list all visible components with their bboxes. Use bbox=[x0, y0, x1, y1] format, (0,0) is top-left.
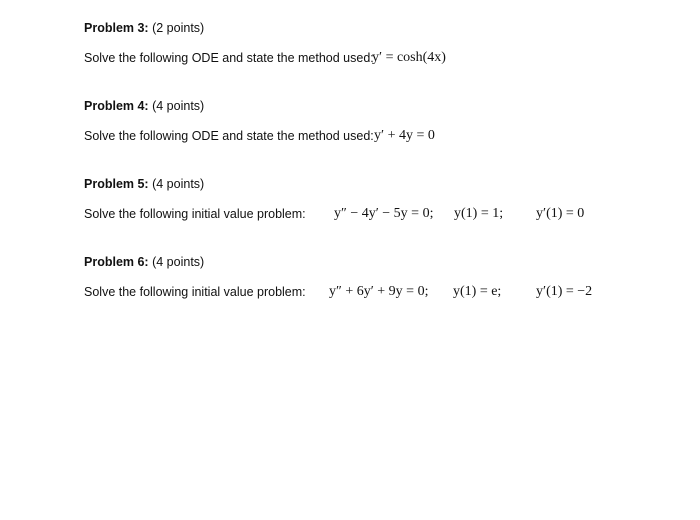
problem-4-body bbox=[84, 127, 644, 145]
problem-6-points: (4 points) bbox=[152, 255, 205, 269]
problem-5 bbox=[84, 176, 644, 223]
problem-6-prompt: Solve the following initial value problem: bbox=[84, 285, 306, 299]
problem-6-number: Problem 6: bbox=[84, 255, 149, 269]
problem-5-number: Problem 5: bbox=[84, 177, 149, 191]
problem-5-heading bbox=[84, 176, 644, 192]
problem-3 bbox=[84, 20, 644, 67]
problem-6-initial-condition-2: y′(1) = −2 bbox=[536, 284, 593, 299]
problem-4 bbox=[84, 98, 644, 145]
problem-4-heading bbox=[84, 98, 644, 114]
problem-3-points: (2 points) bbox=[152, 21, 205, 35]
problem-6-heading bbox=[84, 254, 644, 270]
problem-4-number: Problem 4: bbox=[84, 99, 149, 113]
problem-5-initial-condition-1: y(1) = 1; bbox=[454, 206, 504, 221]
problem-5-body bbox=[84, 205, 644, 223]
problem-6 bbox=[84, 254, 644, 301]
problem-6-initial-condition-1: y(1) = e; bbox=[453, 284, 502, 299]
problem-4-equation: y′ + 4y = 0 bbox=[374, 128, 435, 143]
problem-5-equation: y″ − 4y′ − 5y = 0; bbox=[334, 206, 434, 221]
problem-3-equation: y′ = cosh(4x) bbox=[372, 50, 446, 65]
problem-6-equation: y″ + 6y′ + 9y = 0; bbox=[329, 284, 429, 299]
problem-3-body bbox=[84, 49, 644, 67]
problem-3-prompt: Solve the following ODE and state the method used: bbox=[84, 51, 374, 65]
problem-5-initial-condition-2: y′(1) = 0 bbox=[536, 206, 585, 221]
problem-5-prompt: Solve the following initial value problem: bbox=[84, 207, 306, 221]
problem-4-points: (4 points) bbox=[152, 99, 205, 113]
problem-5-points: (4 points) bbox=[152, 177, 205, 191]
problem-3-heading bbox=[84, 20, 644, 36]
problem-4-prompt: Solve the following ODE and state the method used: bbox=[84, 129, 374, 143]
problem-3-number: Problem 3: bbox=[84, 21, 149, 35]
problem-6-body bbox=[84, 283, 644, 301]
